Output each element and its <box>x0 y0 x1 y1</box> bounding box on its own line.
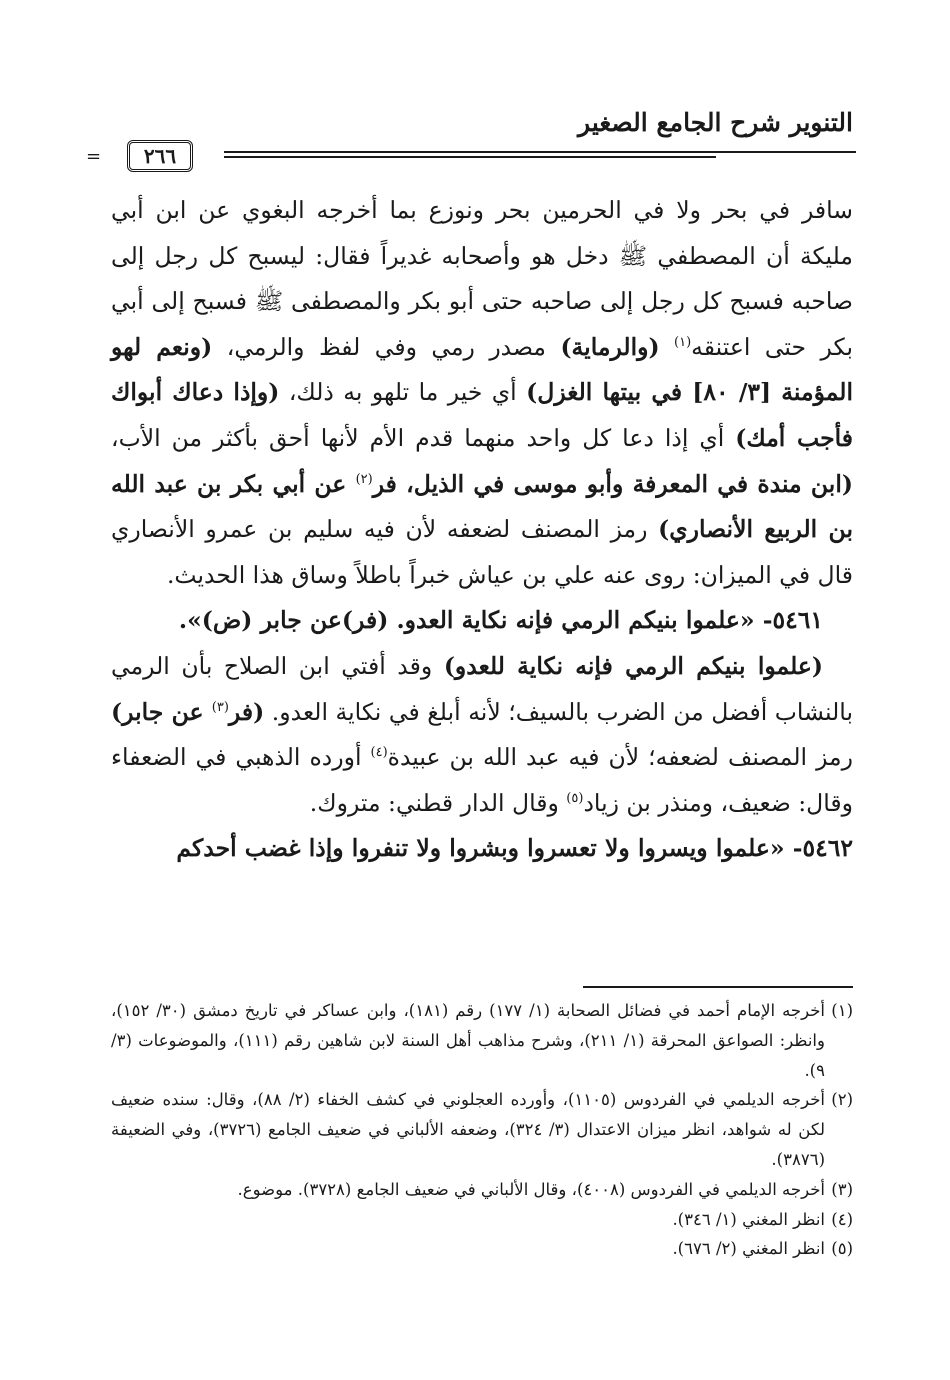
footnote-ref: (١) <box>674 334 692 350</box>
footnote: (١) أخرجه الإمام أحمد في فضائل الصحابة (١/ ١٧٧) رقم (١٨١)، وابن عساكر في تاريخ دمشق (٣٠/ ١٥٢)، وانظر: الصواعق المحرقة (١/ ٢١١)، وشرح مذاهب أهل السنة لابن شاهين رقم (١١١)، والموضوعات (٣/ ٩). <box>111 996 853 1085</box>
footnote-ref: (٥) <box>566 790 584 806</box>
matn-quote: (ونعم لهو المؤمنة [٣/ ٨٠] في بيتها الغزل) <box>111 332 853 407</box>
commentary-paragraph: سافر في بحر ولا في الحرمين بحر ونوزع بما أخرجه البغوي عن ابن أبي مليكة أن المصطفي ﷺ دخل هو وأصحابه غديراً فقال: ليسبح كل رجل إلى صاحبه فسبح كل رجل إلى صاحبه حتى أبو بكر والمصطفى ﷺ فسبح إلى أبي بكر حتى اعتنقه$^{(١)}$ (والرماية) مصدر رمي وفي لفظ والرمي، (ونعم لهو المؤمنة [٣/ ٨٠] في بيتها الغزل) أي خير ما تلهو به ذلك، (وإذا دعاك أبواك فأجب أمك) أي إذا دعا كل واحد منهما قدم الأم لأنها أحق بأكثر من الأب، (ابن مندة في المعرفة وأبو موسى في الذيل، فر$^{(٢)}$ عن أبي بكر بن عبد الله بن الربيع الأنصاري) رمز المصنف لضعفه لأن فيه سليم بن عمرو الأنصاري قال في الميزان: روى عنه علي بن عياش خبراً باطلاً وساق هذا الحديث. <box>111 196 854 589</box>
hadith-heading: ٥٤٦١- «علموا بنيكم الرمي فإنه نكاية العدو. (فر)عن جابر (ض)». <box>178 606 823 635</box>
source-citation: عن أبي بكر بن عبد الله بن الربيع الأنصاري) <box>111 469 853 544</box>
main-text <box>111 188 853 872</box>
header-edge-mark: = <box>86 146 102 167</box>
matn-quote: (علموا بنيكم الرمي فإنه نكاية للعدو) <box>443 651 824 680</box>
footnote: (٤) انظر المغني (١/ ٣٤٦). <box>111 1205 853 1235</box>
hadith-heading: ٥٤٦٢- «علموا ويسروا ولا تعسروا وبشروا ولا تنفروا وإذا غضب أحدكم <box>176 834 853 863</box>
running-header-title: التنوير شرح الجامع الصغير <box>578 108 853 137</box>
commentary-paragraph: (علموا بنيكم الرمي فإنه نكاية للعدو) وقد أفتي ابن الصلاح بأن الرمي بالنشاب أفضل من الضرب بالسيف؛ لأنه أبلغ في نكاية العدو. (فر$^{(٣)}$ عن جابر) رمز المصنف لضعفه؛ لأن فيه عبد الله بن عبيدة$^{(٤)}$ أورده الذهبي في الضعفاء وقال: ضعيف، ومنذر بن زياد$^{(٥)}$ وقال الدار قطني: متروك. <box>111 651 853 817</box>
footnote-number: (٣) <box>831 1179 853 1199</box>
footnote-ref: (٤) <box>370 745 388 761</box>
footnote-ref: (٣) <box>211 699 229 715</box>
footnote: (٣) أخرجه الديلمي في الفردوس (٤٠٠٨)، وقال الألباني في ضعيف الجامع (٣٧٢٨). موضوع. <box>111 1175 853 1205</box>
source-citation: عن جابر) <box>111 697 212 726</box>
page-number-frame <box>96 140 224 172</box>
matn-quote: (وإذا دعاك أبواك فأجب أمك) <box>111 378 854 452</box>
footnote-ref: (٢) <box>355 471 373 487</box>
source-citation: (ابن مندة في المعرفة وأبو موسى في الذيل، فر <box>372 469 853 498</box>
footnote-number: (٥) <box>831 1239 853 1259</box>
matn-quote: (والرماية) <box>560 332 660 361</box>
header-rule <box>86 138 856 178</box>
source-citation: (فر <box>228 697 265 726</box>
footnote-separator <box>583 986 853 988</box>
footnotes <box>111 996 853 1264</box>
footnote-number: (١) <box>831 1001 853 1020</box>
footnote: (٢) أخرجه الديلمي في الفردوس (١١٠٥)، وأورده العجلوني في كشف الخفاء (٢/ ٨٨)، وقال: سنده ضعيف لكن له شواهد، انظر ميزان الاعتدال (٣/ ٣٢٤)، وضعفه الألباني في ضعيف الجامع (٣٧٢٦)، وفي الضعيفة (٣٨٧٦). <box>111 1085 853 1174</box>
footnote: (٥) انظر المغني (٢/ ٦٧٦). <box>111 1234 853 1264</box>
footnote-number: (٤) <box>831 1209 853 1229</box>
page-number: ٢٦٦ <box>127 140 193 172</box>
footnote-number: (٢) <box>831 1090 853 1110</box>
